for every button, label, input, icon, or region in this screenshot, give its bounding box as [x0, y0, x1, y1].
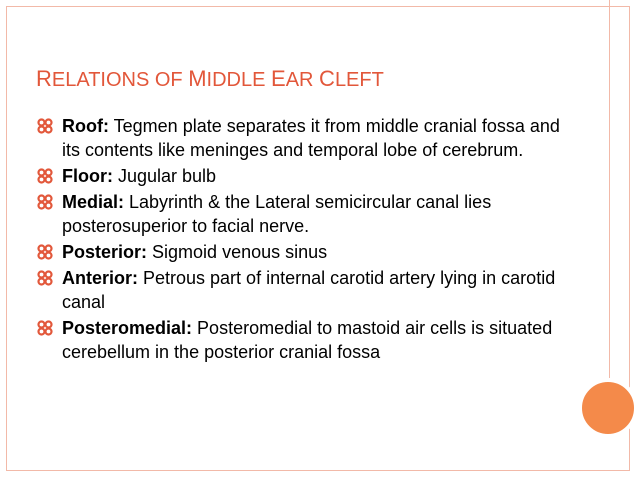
- bullet-text: Sigmoid venous sinus: [147, 242, 328, 262]
- bullet-lead: Anterior:: [62, 268, 138, 288]
- bullet-text: Tegmen plate separates it from middle cranial fossa and its contents like meninges and temporal lobe of cerebrum.: [62, 116, 560, 160]
- clover-bullet-icon: [36, 167, 54, 185]
- title-cap-2: M: [188, 66, 207, 91]
- bullet-item-medial: [36, 190, 576, 238]
- clover-bullet-icon: [36, 243, 54, 261]
- clover-bullet-icon: [36, 193, 54, 211]
- bullet-lead: Roof:: [62, 116, 109, 136]
- title-cap-1: R: [36, 66, 52, 91]
- clover-bullet-icon: [36, 319, 54, 337]
- bullet-item-posteromedial: [36, 316, 576, 364]
- bullet-lead: Floor:: [62, 166, 113, 186]
- decorative-circle: [578, 378, 638, 438]
- title-rest-4: LEFT: [334, 69, 384, 91]
- title-rest-2: IDDLE: [206, 69, 272, 91]
- title-cap-4: C: [319, 66, 335, 91]
- bullet-text: Labyrinth & the Lateral semicircular canal lies posterosuperior to facial nerve.: [62, 192, 492, 236]
- bullet-lead: Posteromedial:: [62, 318, 193, 338]
- bullet-lead: Medial:: [62, 192, 125, 212]
- clover-bullet-icon: [36, 269, 54, 287]
- slide-title: [36, 66, 384, 92]
- title-rest-1: ELATIONS OF: [51, 69, 189, 91]
- bullet-list: [36, 114, 576, 366]
- bullet-item-posterior: [36, 240, 576, 264]
- bullet-item-floor: [36, 164, 576, 188]
- clover-bullet-icon: [36, 117, 54, 135]
- bullet-text: Posteromedial to mastoid air cells is situated cerebellum in the posterior cranial fossa: [62, 318, 553, 362]
- bullet-item-anterior: [36, 266, 576, 314]
- title-cap-3: E: [271, 66, 286, 91]
- bullet-text: Jugular bulb: [113, 166, 217, 186]
- bullet-item-roof: [36, 114, 576, 162]
- bullet-lead: Posterior:: [62, 242, 148, 262]
- title-rest-3: AR: [285, 69, 320, 91]
- decorative-vertical-line: [609, 0, 610, 378]
- bullet-text: Petrous part of internal carotid artery lying in carotid canal: [62, 268, 556, 312]
